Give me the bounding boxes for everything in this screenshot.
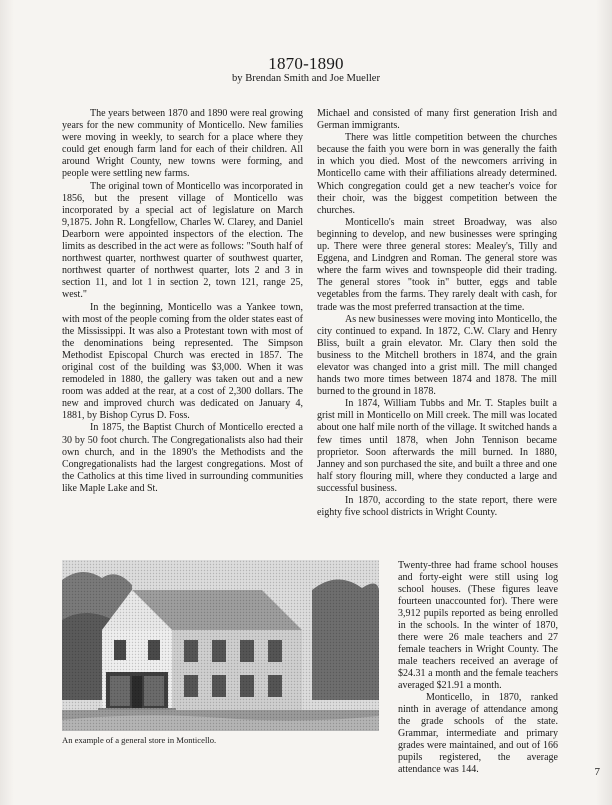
paragraph: There was little competition between the churches because the faith you were born in was generally the faith in which you died. Most of the newcomers arriving in Monticello came with their affiliations already determined. Which congregation could get a new teacher's voice for their choir, was the biggest competition between the churches. <box>317 132 557 216</box>
paragraph: Monticello, in 1870, ranked ninth in average of attendance among the grade schools of the state. Grammar, intermediate and primary grades were maintained, and out of 166 pupils registered, the average attendance was 144. <box>398 692 558 775</box>
left-column <box>62 108 303 495</box>
paragraph: Twenty-three had frame school houses and forty-eight were still using log school houses. (These figures leave fourteen unaccounted for). There were 3,912 pupils reported as being enrolled in the schools. In the winter of 1870, there were 26 male teachers and 27 female teachers in Wright County. The male teachers received an average of $24.31 a month and the female teachers averaged $21.91 a month. <box>398 560 558 691</box>
paragraph: Monticello's main street Broadway, was also beginning to develop, and new businesses were springing up. There were three general stores: Mealey's, Tilly and Eggena, and Lindgren and Roman. The general store was where the farm wives and townspeople did their trading. The general stores "took in" butter, eggs and table vegetables from the farms. They rarely dealt with cash, for trade was the most preferred transaction at the time. <box>317 216 557 313</box>
paragraph: In 1875, the Baptist Church of Monticello erected a 30 by 50 foot church. The Congregationalists also had their own church, and in the 1890's the Methodists and the Congregationalists had the largest congregations. Most of the Catholics at this time lived in surrounding communities like Maple Lake and St. <box>62 422 303 494</box>
article-byline: by Brendan Smith and Joe Mueller <box>232 73 380 84</box>
paragraph: In 1870, according to the state report, there were eighty five school districts in Wright County. <box>317 495 557 519</box>
page-number: 7 <box>594 766 600 778</box>
right-column <box>317 108 557 519</box>
paragraph: In the beginning, Monticello was a Yankee town, with most of the people coming from the older states east of the Mississippi. It was also a Protestant town with most of the denominations being represented. The Simpson Methodist Episcopal Church was erected in 1857. The original cost of the building was $3,000. When it was remodeled in 1880, the gallery was taken out and a new room was added at the rear, at a cost of 2,300 dollars. The new and improved church was dedicated on January 4, 1881, by Bishop Cyrus D. Foss. <box>62 301 303 422</box>
paragraph: The years between 1870 and 1890 were real growing years for the new community of Monticello. New families were moving in weekly, to search for a place where they could get enough farm land for each of their children. All around Wright County, new towns were forming, and people were settling new farms. <box>62 108 303 180</box>
right-column-lower <box>398 560 558 776</box>
paragraph: As new businesses were moving into Monticello, the city continued to expand. In 1872, C.W. Clary and Henry Bliss, built a grain elevator. Mr. Clary then sold the business to the Mitchell brothers in 1874, and the grain elevator was changed into a grist mill. The mill changed hands two more times between 1874 and 1878. The mill burned to the ground in 1878. <box>317 313 557 398</box>
store-building-image <box>62 560 379 731</box>
article-title: 1870-1890 <box>268 54 344 73</box>
photo-caption: An example of a general store in Monticello. <box>62 735 217 745</box>
paragraph: In 1874, William Tubbs and Mr. T. Staples built a grist mill in Monticello on Mill creek. The mill was located about one half mile north of the village. It switched hands a few times until 1878, when John Tennison became proprietor. Soon afterwards the mill burned. In 1880, Janney and son purchased the site, and built a three and one half story flouring mill, where they conducted a large and successful business. <box>317 398 557 494</box>
paragraph: Michael and consisted of many first generation Irish and German immigrants. <box>317 108 557 132</box>
paragraph: The original town of Monticello was incorporated in 1856, but the present village of Monticello was incorporated by a special act of legislature on March 9,1875. John R. Longfellow, Charles W. Clarey, and Daniel Dearborn were appointed inspectors of the election. The limits as described in the act were as follows: "South half of northwest quarter, northwest quarter of southwest quarter, northwest quarter of northwest quarter, lots 2 and 3 in section 11, and lot 1 in section 2, town 121, range 25, west." <box>62 180 303 301</box>
general-store-photo <box>62 560 379 731</box>
